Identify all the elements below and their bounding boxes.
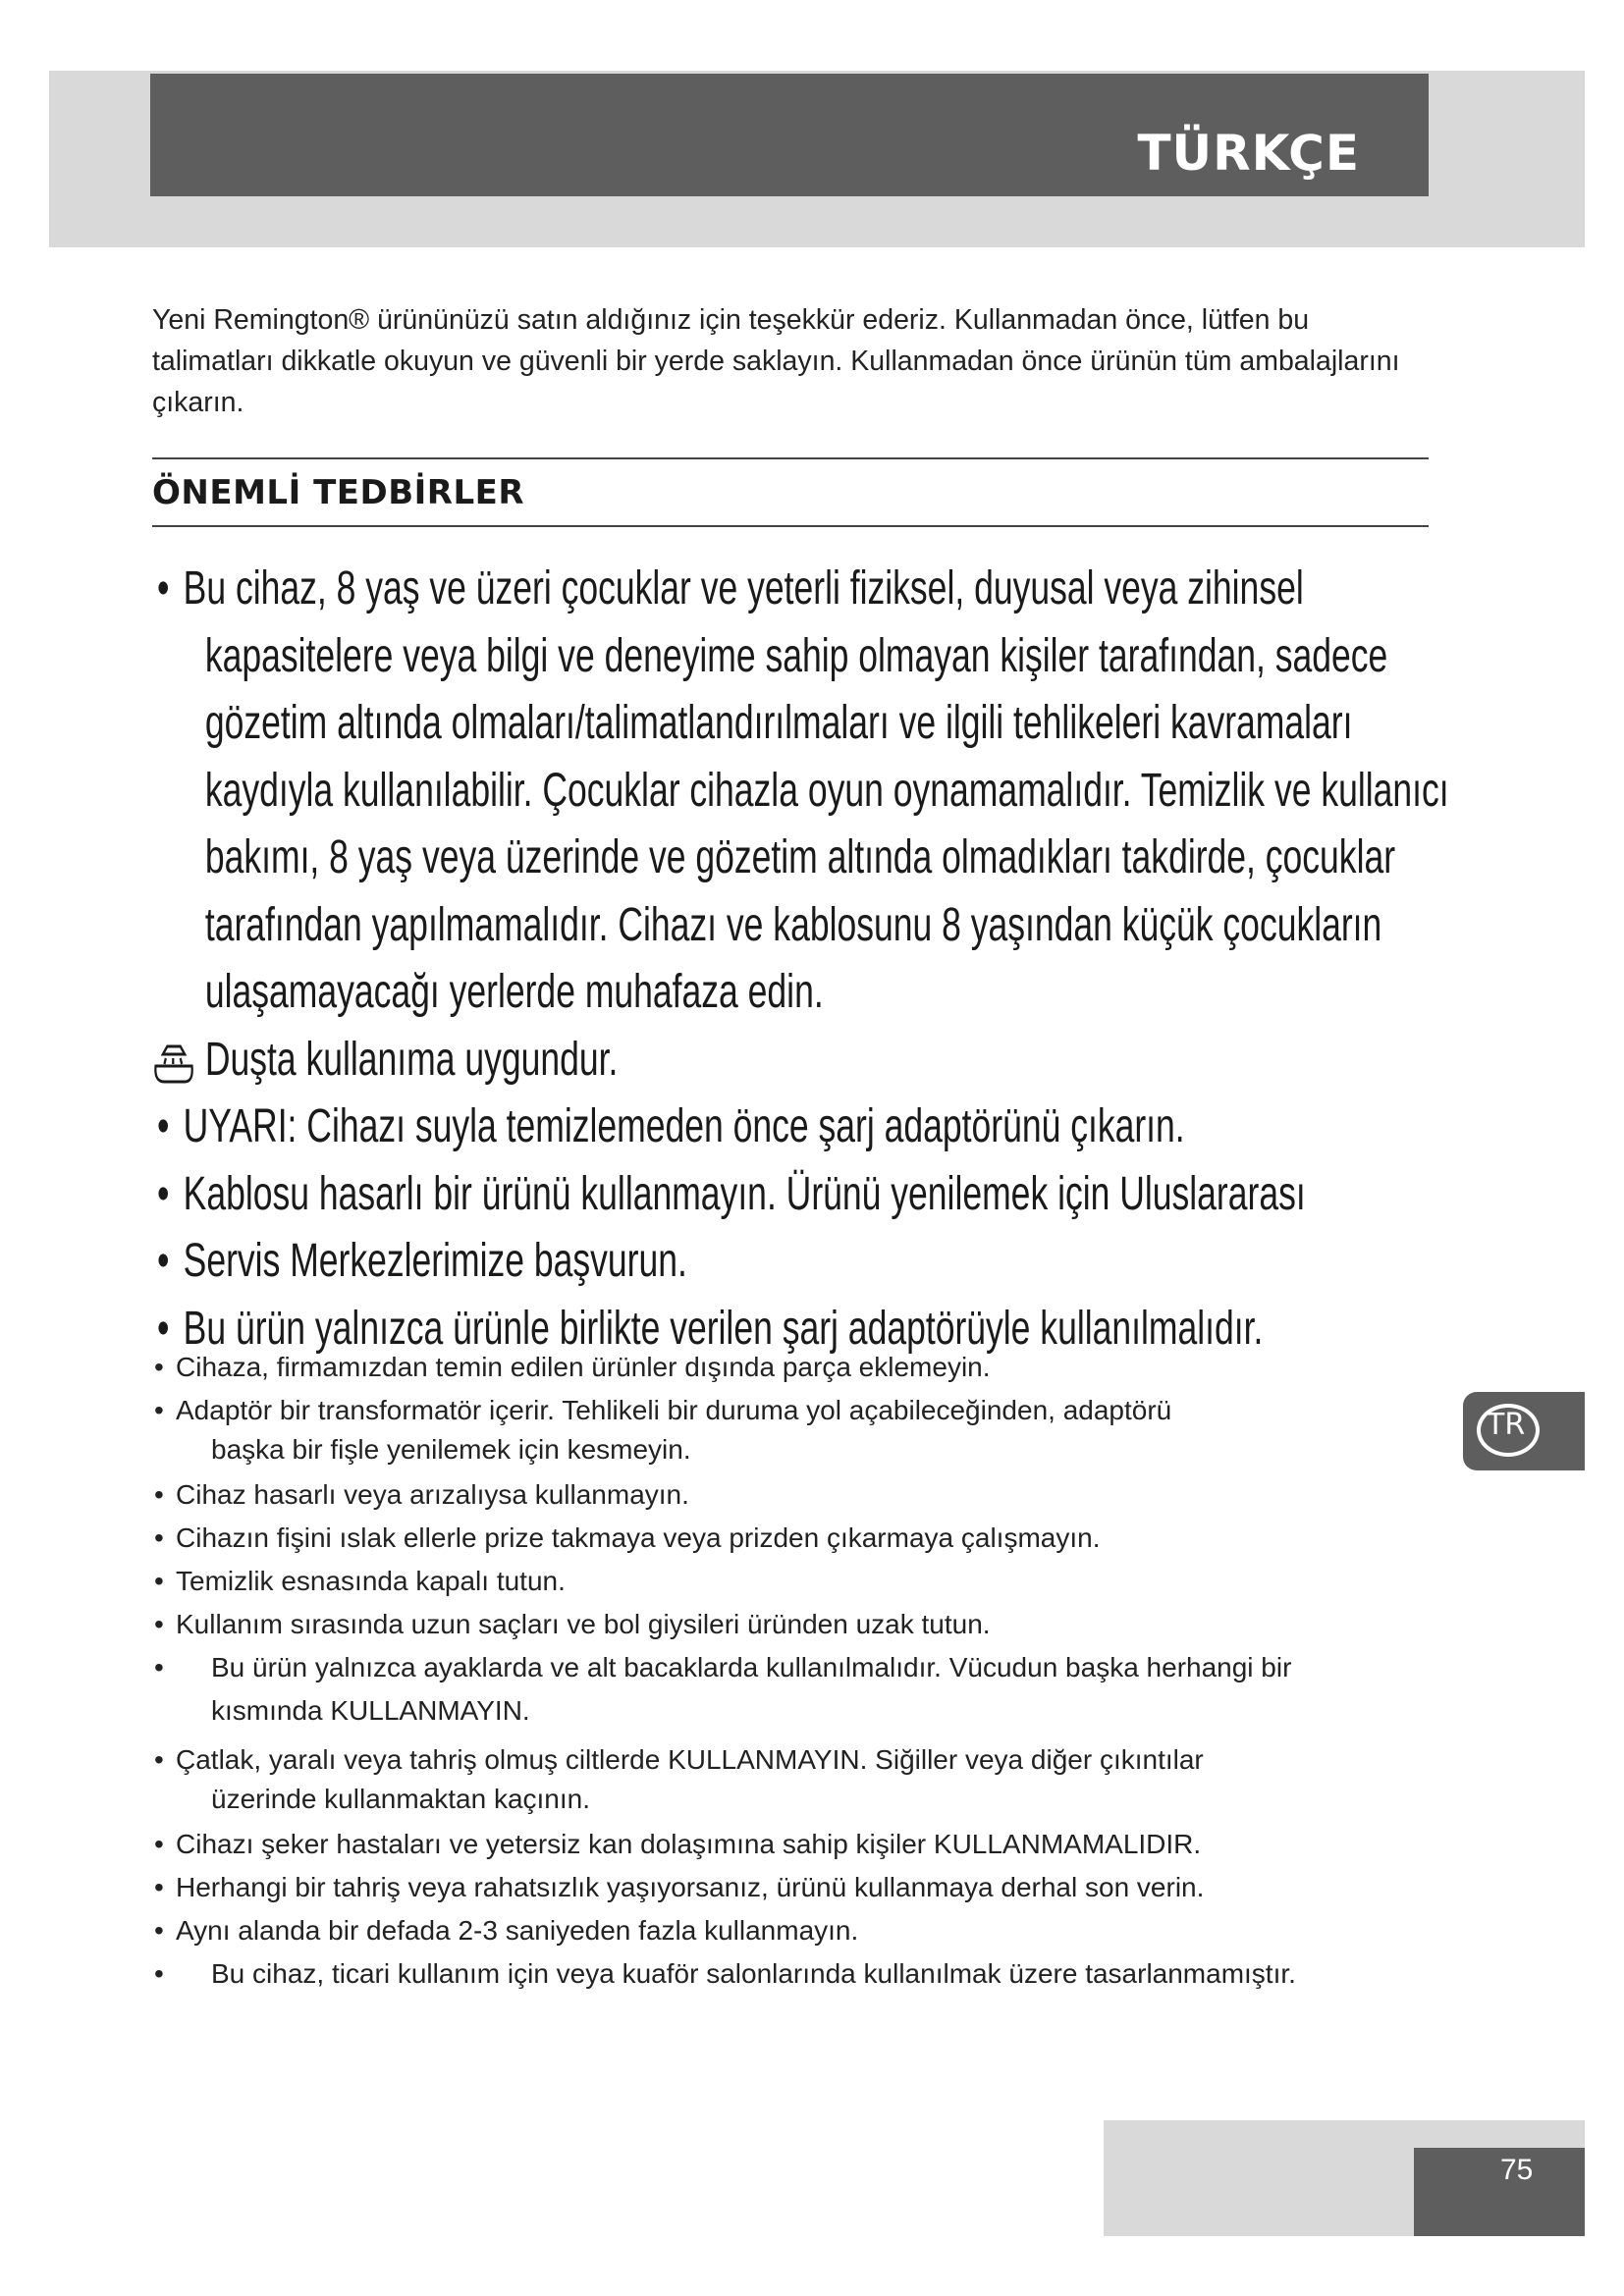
list-item-text-continued: üzerinde kullanmaktan kaçının. — [211, 1784, 590, 1814]
list-item — [157, 1228, 1453, 1296]
list-item-text-continued: kısmında KULLANMAYIN. — [211, 1695, 530, 1726]
section-rule-top — [152, 457, 1429, 459]
list-item — [157, 1161, 1453, 1229]
list-item — [157, 556, 1453, 1027]
section-title: ÖNEMLİ TEDBİRLER — [152, 473, 525, 512]
bullet: • — [154, 1652, 164, 1682]
list-item-text-continued: başka bir fişle yenilemek için kesmeyin. — [211, 1434, 691, 1465]
bullet: • — [154, 1958, 164, 1989]
list-item — [154, 1605, 1450, 1644]
list-item — [154, 1519, 1450, 1558]
language-tab — [1463, 1392, 1585, 1470]
bullet: • — [157, 1235, 170, 1287]
list-item-text: Bu ürün yalnızca ayaklarda ve alt bacaklarda kullanılmalıdır. Vücudun başka herhangi bir — [211, 1652, 1292, 1682]
list-item-text: Bu cihaz, ticari kullanım için veya kuaför salonlarında kullanılmak üzere tasarlanmamıştır. — [211, 1958, 1296, 1989]
list-item-text: Çatlak, yaralı veya tahriş olmuş ciltlerde KULLANMAYIN. Siğiller veya diğer çıkıntılar — [176, 1744, 1204, 1775]
list-item — [154, 1740, 1450, 1819]
list-item — [154, 1475, 1450, 1515]
shower-icon — [151, 1039, 196, 1084]
list-item-text: Duşta kullanıma uygundur. — [204, 1033, 619, 1086]
list-item-shower — [157, 1027, 1453, 1095]
bullet: • — [157, 1100, 170, 1152]
bullet: • — [154, 1522, 164, 1553]
bullet: • — [154, 1479, 164, 1510]
list-item-text: Kullanım sırasında uzun saçları ve bol giysileri üründen uzak tutun. — [176, 1609, 991, 1639]
bullet: • — [154, 1744, 164, 1775]
language-tab-label: TR — [1487, 1408, 1526, 1442]
list-item-text: Adaptör bir transformatör içerir. Tehlikeli bir duruma yol açabileceğinden, adaptörü — [176, 1395, 1172, 1425]
list-item-text: Cihazı şeker hastaları ve yetersiz kan dolaşımına sahip kişiler KULLANMAMALIDIR. — [176, 1829, 1202, 1859]
header-title-bar — [150, 74, 1429, 196]
header-band — [49, 71, 1585, 247]
bullet: • — [154, 1395, 164, 1425]
bullet: • — [157, 1167, 170, 1220]
large-warning-list — [157, 556, 1449, 1362]
list-item-text: Temizlik esnasında kapalı tutun. — [176, 1566, 566, 1596]
list-item — [154, 1868, 1450, 1907]
list-item — [154, 1954, 1450, 1994]
bullet: • — [154, 1566, 164, 1596]
list-item — [154, 1391, 1450, 1469]
bullet: • — [154, 1915, 164, 1946]
list-item-text: Bu cihaz, 8 yaş ve üzeri çocuklar ve yeterli fiziksel, duyusal veya zihinsel — [183, 562, 1304, 614]
list-item-text-continued: kapasitelere veya bilgi ve deneyime sahip olmayan kişiler tarafından, sadece gözetim altında olmaları/talimatlandırılmaları ve ilgili tehlikeleri kavramaları kaydıyla kullanılabilir. Çocuklar cihazla oyun oynamamalıdır. Temizlik ve kullanıcı bakımı, 8 yaş veya üzerinde ve gözetim altında olmadıkları takdirde, çocuklar tarafından yapılmamalıdır. Cihazı ve kablosunu 8 yaşından küçük çocukların ulaşamayacağı yerlerde muhafaza edin. — [204, 629, 1449, 1018]
bullet: • — [157, 1302, 170, 1355]
small-warning-list — [154, 1348, 1450, 1994]
list-item-text: UYARI: Cihazı suyla temizlemeden önce şarj adaptörünü çıkarın. — [183, 1100, 1185, 1152]
bullet: • — [154, 1352, 164, 1382]
list-item-text: Servis Merkezlerimize başvurun. — [183, 1235, 687, 1287]
bullet: • — [154, 1609, 164, 1639]
list-item-text: Herhangi bir tahriş veya rahatsızlık yaşıyorsanız, ürünü kullanmaya derhal son verin. — [176, 1872, 1205, 1902]
list-item-text: Cihaza, firmamızdan temin edilen ürünler dışında parça eklemeyin. — [176, 1352, 991, 1382]
list-item-text: Bu ürün yalnızca ürünle birlikte verilen şarj adaptörüyle kullanılmalıdır. — [183, 1302, 1264, 1355]
list-item-text: Kablosu hasarlı bir ürünü kullanmayın. Ürünü yenilemek için Uluslararası — [183, 1167, 1306, 1220]
list-item-text: Cihaz hasarlı veya arızalıysa kullanmayın. — [176, 1479, 689, 1510]
footer-page-box — [1414, 2148, 1585, 2236]
list-item-text: Cihazın fişini ıslak ellerle prize takmaya veya prizden çıkarmaya çalışmayın. — [176, 1522, 1101, 1553]
list-item — [154, 1825, 1450, 1864]
list-item-text: Aynı alanda bir defada 2-3 saniyeden fazla kullanmayın. — [176, 1915, 859, 1946]
list-item — [154, 1348, 1450, 1387]
intro-paragraph: Yeni Remington® ürününüzü satın aldığınız için teşekkür ederiz. Kullanmadan önce, lütfen bu talimatları dikkatle okuyun ve güvenli bir yerde saklayın. Kullanmadan önce ürünün tüm ambalajlarını çıkarın. — [152, 304, 1400, 418]
bullet: • — [154, 1872, 164, 1902]
page-title: TÜRKÇE — [1137, 125, 1360, 182]
list-item — [154, 1648, 1450, 1735]
section-rule-bottom — [152, 525, 1429, 527]
list-item — [154, 1911, 1450, 1950]
bullet: • — [154, 1829, 164, 1859]
bullet: • — [157, 562, 170, 614]
list-item — [157, 1094, 1453, 1161]
list-item — [154, 1562, 1450, 1601]
page-number: 75 — [1500, 2154, 1534, 2186]
